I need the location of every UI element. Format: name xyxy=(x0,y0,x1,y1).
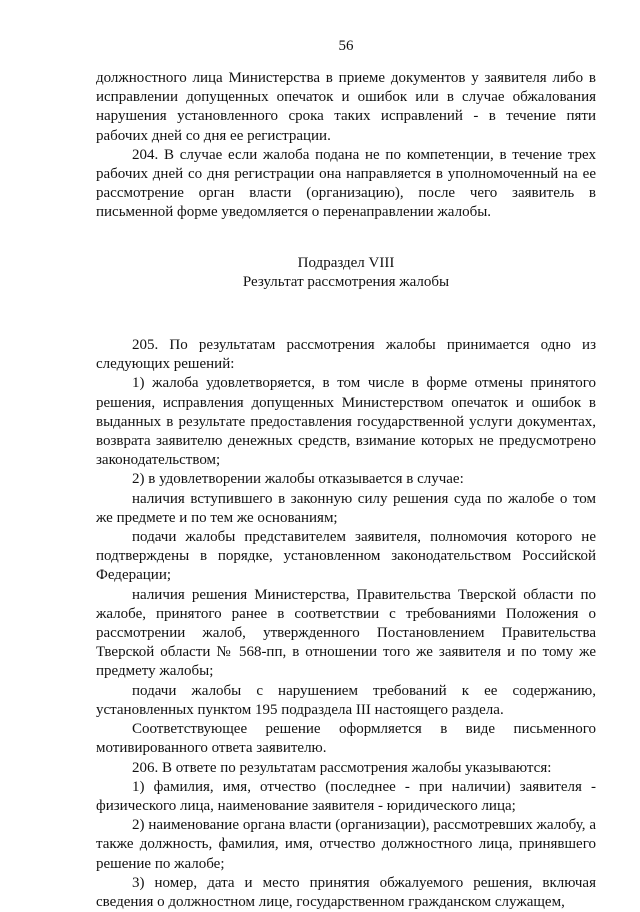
section-heading: Результат рассмотрения жалобы xyxy=(242,273,450,290)
paragraph: 205. По результатам рассмотрения жалобы принимается одно из следующих решений: xyxy=(96,337,596,373)
section-heading: Подраздел VIII xyxy=(297,254,395,271)
document-body xyxy=(96,69,596,912)
paragraph: 206. В ответе по результатам рассмотрения жалобы указываются: xyxy=(132,759,552,776)
paragraph: наличия решения Министерства, Правительства Тверской области по жалобе, принятого ранее в соответствии с требованиями Положения о рассмотрении жалоб, утвержденного Постановлением Правительства Тверской области № 568-пп, в отношении того же заявителя и по тому же предмету жалобы; xyxy=(96,586,596,680)
section-spacer xyxy=(96,292,596,336)
paragraph: 1) жалоба удовлетворяется, в том числе в форме отмены принятого решения, исправления допущенных Министерством опечаток и ошибок в выданных в результате предоставления государственной услуги документах, возврата заявителю денежных средств, взимание которых не предусмотрено законодательством; xyxy=(96,375,596,469)
document-page xyxy=(96,0,596,910)
paragraph: 2) в удовлетворении жалобы отказывается в случае: xyxy=(132,471,464,488)
paragraph: Соответствующее решение оформляется в виде письменного мотивированного ответа заявителю. xyxy=(96,721,596,757)
paragraph: 2) наименование органа власти (организации), рассмотревших жалобу, а также должность, фамилия, имя, отчество должностного лица, принявшего решение по жалобе; xyxy=(96,817,596,872)
paragraph: наличия вступившего в законную силу решения суда по жалобе о том же предмете и по тем же основаниям; xyxy=(96,490,596,526)
paragraph: подачи жалобы представителем заявителя, полномочия которого не подтверждены в порядке, установленном законодательством Российской Федерации; xyxy=(96,529,596,584)
page-number: 56 xyxy=(338,38,354,54)
paragraph: 1) фамилия, имя, отчество (последнее - при наличии) заявителя - физического лица, наименование заявителя - юридического лица; xyxy=(96,778,596,814)
section-spacer xyxy=(96,223,596,254)
paragraph: 204. В случае если жалоба подана не по компетенции, в течение трех рабочих дней со дня регистрации она направляется в уполномоченный на ее рассмотрение орган власти (организацию), после чего заявитель в письменной форме уведомляется о перенаправлении жалобы. xyxy=(96,146,596,221)
paragraph: подачи жалобы с нарушением требований к ее содержанию, установленных пунктом 195 подраздела III настоящего раздела. xyxy=(96,682,596,718)
paragraph: 3) номер, дата и место принятия обжалуемого решения, включая сведения о должностном лице, государственном гражданском служащем, xyxy=(96,874,596,910)
paragraph: должностного лица Министерства в приеме документов у заявителя либо в исправлении допущенных опечаток и ошибок или в случае обжалования нарушения установленного срока таких исправлений - в течение пяти рабочих дней со дня ее регистрации. xyxy=(96,70,596,144)
